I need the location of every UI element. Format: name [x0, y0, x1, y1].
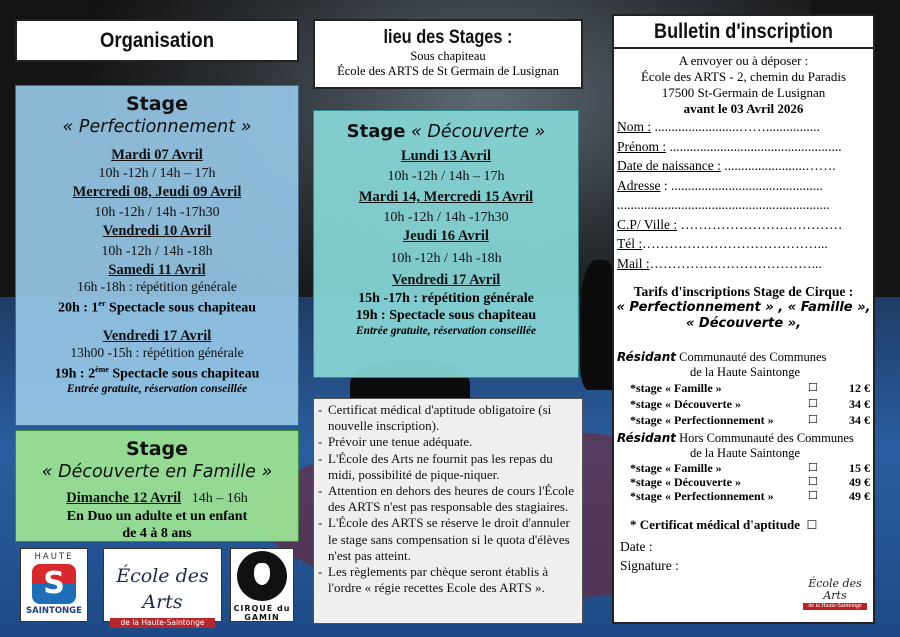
form-field-date-naissance[interactable]: Date de naissance : ........................……. [617, 158, 836, 173]
stage-hours: 10h -12h / 14h -18h [390, 251, 502, 266]
price-row: *stage « Découverte » ☐ 49 € [630, 475, 870, 489]
stage-show: 19h : Spectacle sous chapiteau [355, 308, 537, 323]
price-row: *stage « Découverte » ☐ 34 € [630, 397, 870, 411]
stage-name: « Découverte en Famille » [41, 462, 273, 482]
goat-icon [237, 551, 287, 601]
form-field-cp-ville[interactable]: C.P/ Ville : ……………………………… [617, 216, 843, 232]
note-item: - Certificat médical d'aptitude obligatoire (si nouvelle inscription). [318, 402, 552, 434]
stage-hours: 10h -12h / 14h – 17h [98, 166, 216, 181]
price-checkbox[interactable]: ☐ [808, 397, 818, 410]
stage-hours: 10h -12h / 14h -17h30 [383, 210, 509, 225]
ecole-des-arts-logo: École des Arts de la Haute-Saintonge [103, 548, 222, 622]
bulletin-address: A envoyer ou à déposer : École des ARTS - 2, chemin du Paradis 17500 St-Germain de Lusignan avant le 03 Avril 2026 [640, 53, 847, 116]
form-field-adresse-line2[interactable]: ............................................................... [617, 197, 830, 212]
lieu-line: École des ARTS de St Germain de Lusignan [337, 64, 559, 78]
stage-rehearsal: 16h -18h : répétition générale [77, 279, 237, 294]
certificat-line: * Certificat médical d'aptitude ☐ [630, 517, 818, 532]
stage-hours: 10h -12h / 14h – 17h [387, 169, 505, 184]
stage-title: Stage « Découverte » [346, 121, 546, 142]
stage-show: 19h : 2ème Spectacle sous chapiteau [54, 364, 260, 382]
stage-famille-box [15, 430, 299, 542]
price-checkbox[interactable]: ☐ [808, 489, 818, 502]
stage-info: En Duo un adulte et un enfant [66, 509, 248, 524]
form-field-nom[interactable]: Nom : .........................……................ [617, 119, 820, 134]
form-field-prenom[interactable]: Prénom : ................................................... [617, 138, 842, 154]
certificat-checkbox[interactable]: ☐ [806, 518, 818, 532]
stage-info: de 4 à 8 ans [122, 526, 192, 541]
stage-date: Mardi 14, Mercredi 15 Avril [358, 189, 534, 205]
note-item: - Les règlements par chèque seront établis à l'ordre « régie recettes Ecole des ARTS ». [318, 564, 549, 596]
stage-rehearsal: 15h -17h : répétition générale [358, 291, 534, 306]
note-item: - L'École des ARTS se réserve le droit d'annuler le stage sans compensation si le quota d'élèves n'est pas atteint. [318, 515, 570, 563]
tarif-stages: « Découverte », [685, 316, 802, 331]
stage-date: Mardi 07 Avril [111, 147, 203, 163]
stage-hours: 10h -12h / 14h -18h [101, 244, 213, 259]
stage-show: 20h : 1er Spectacle sous chapiteau [57, 299, 257, 316]
price-checkbox[interactable]: ☐ [808, 381, 818, 394]
stage-label: Stage [125, 93, 189, 115]
note-item: - Attention en dehors des heures de cours l'École des ARTS n'est pas responsable des stagiaires. [318, 483, 575, 515]
price-checkbox[interactable]: ☐ [808, 461, 818, 474]
stage-date: Vendredi 17 Avril [102, 327, 212, 344]
date-field[interactable]: Date : [620, 539, 653, 554]
notes-box [313, 398, 583, 624]
haute-saintonge-logo: HAUTE S SAINTONGE [20, 548, 88, 622]
stage-entry-note: Entrée gratuite, réservation conseillée [355, 325, 537, 337]
lieu-line: Sous chapiteau [410, 49, 486, 63]
organisation-header [15, 19, 299, 62]
stage-date: Vendredi 17 Avril [391, 272, 501, 288]
resident-group: Résidant Communauté des Communes de la Haute Saintonge [617, 350, 827, 379]
tarif-stages: « Perfectionnement » , « Famille », [616, 300, 871, 315]
ecole-des-arts-logo-small: École des Arts de la Haute-Saintonge [803, 578, 867, 612]
price-row: *stage « Famille » ☐ 15 € [630, 461, 870, 475]
form-field-adresse[interactable]: Adresse : ............................................. [617, 177, 823, 193]
stage-entry-note: Entrée gratuite, réservation conseillée [66, 383, 248, 396]
stage-date-hours: Dimanche 12 Avril 14h – 16h [66, 490, 248, 506]
stage-name: « Perfectionnement » [62, 117, 252, 137]
form-field-mail[interactable]: Mail :………………………………... [617, 255, 822, 271]
price-row: *stage « Perfectionnement » ☐ 34 € [630, 413, 870, 427]
price-row: *stage « Famille » ☐ 12 € [630, 381, 870, 395]
lieu-title: lieu des Stages : [383, 27, 513, 48]
stage-label: Stage [125, 438, 189, 460]
stage-decouverte-box [313, 110, 579, 378]
signature-field[interactable]: Signature : [620, 558, 679, 573]
stage-hours: 10h -12h / 14h -17h30 [94, 205, 220, 220]
lieu-box [313, 19, 583, 89]
bulletin-form [612, 14, 875, 624]
stage-date: Lundi 13 Avril [401, 148, 491, 164]
price-checkbox[interactable]: ☐ [808, 475, 818, 488]
stage-date: Jeudi 16 Avril [403, 228, 489, 244]
organisation-title: Organisation [100, 29, 214, 52]
bulletin-titlebar [614, 16, 873, 49]
stage-date: Mercredi 08, Jeudi 09 Avril [72, 184, 242, 200]
form-field-tel[interactable]: Tél :…………………………………... [617, 236, 828, 251]
price-checkbox[interactable]: ☐ [808, 413, 818, 426]
stage-rehearsal: 13h00 -15h : répétition générale [70, 344, 244, 360]
bulletin-title: Bulletin d'inscription [654, 20, 833, 43]
note-item: - Prévoir une tenue adéquate. [318, 434, 473, 450]
note-item: - L'École des Arts ne fournit pas les repas du midi, possibilité de pique-niquer. [318, 450, 553, 482]
nonresident-group: Résidant Hors Communauté des Communes de la Haute Saintonge [617, 431, 854, 460]
tarif-title: Tarifs d'inscriptions Stage de Cirque : [633, 284, 854, 299]
cirque-du-gamin-logo: CIRQUE du GAMIN [230, 548, 294, 622]
stage-perfectionnement-box [15, 85, 299, 426]
stage-date: Samedi 11 Avril [108, 262, 206, 278]
stage-date: Vendredi 10 Avril [102, 223, 212, 239]
price-row: *stage « Perfectionnement » ☐ 49 € [630, 489, 870, 503]
